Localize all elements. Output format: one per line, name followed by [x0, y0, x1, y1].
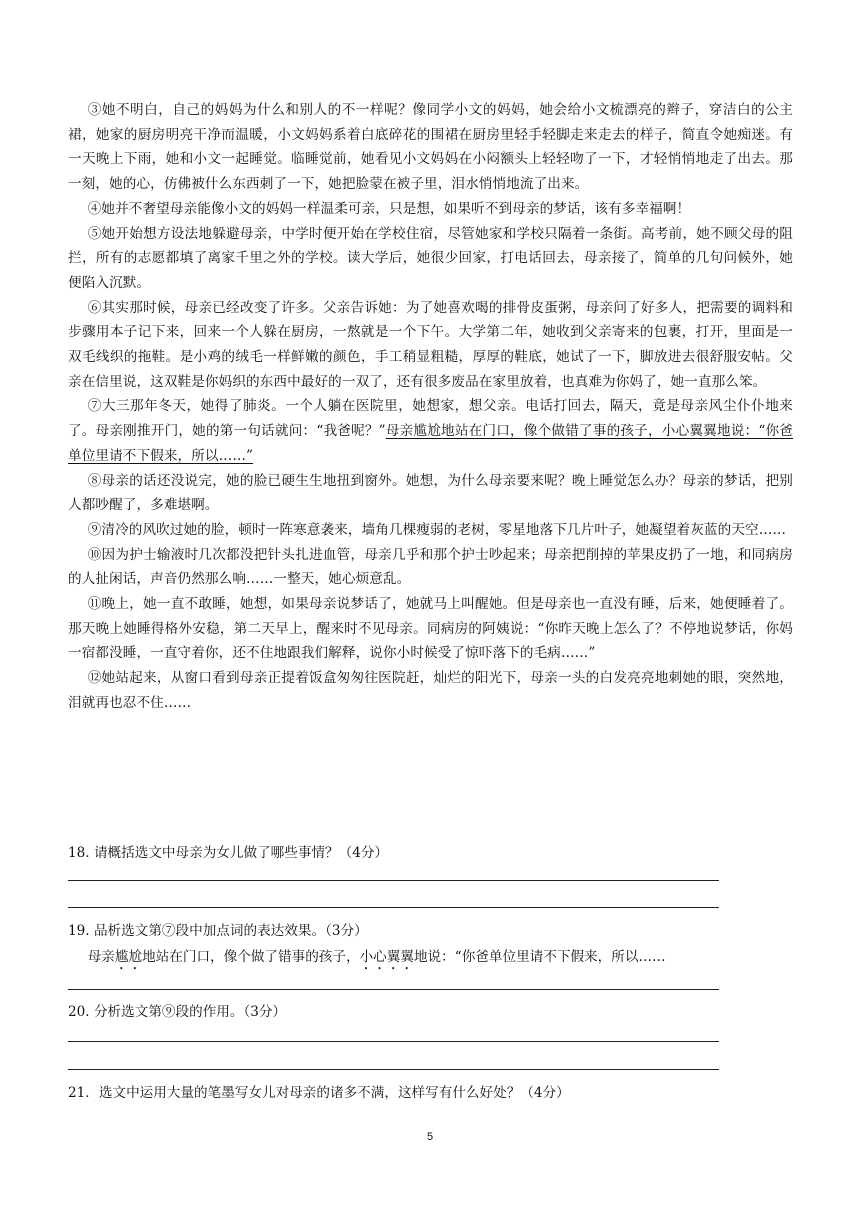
page-number: 5: [426, 1131, 434, 1143]
paragraph-7: [68, 394, 793, 468]
reading-passage: [68, 98, 793, 716]
paragraph-8: ⑧母亲的话还没说完，她的脸已硬生生地扭到窗外。她想，为什么母亲要来呢？晚上睡觉怎么办？母亲的梦话，把别人都吵醒了，多难堪啊。: [68, 472, 793, 514]
paragraph-11: ⑪晚上，她一直不敢睡，她想，如果母亲说梦话了，她就马上叫醒她。但是母亲也一直没有睡，后来，她便睡着了。那天晚上她睡得格外安稳，第二天早上，醒来时不见母亲。同病房的阿姨说：“你昨天晚上怎么了？不停地说梦话，你妈一宿都没睡，一直守着你，还不住地跟我们解释，说你小时候受了惊吓落下的毛病……”: [68, 596, 793, 662]
answer-line-19-1[interactable]: [68, 989, 719, 990]
question-19-text: 19. 品析选文第⑦段中加点词的表达效果。（3分）: [68, 923, 368, 939]
quote-part: 母亲: [87, 949, 115, 965]
quote-part: 地说：“你爸单位里请不下假来，所以……: [413, 949, 666, 965]
paragraph-4: ④她并不奢望母亲能像小文的妈妈一样温柔可亲，只是想，如果听不到母亲的梦话，该有多幸福啊！: [87, 200, 691, 217]
paragraph-10: ⑩因为护士输液时几次都没把针头扎进血管，母亲几乎和那个护士吵起来；母亲把削掉的苹果皮扔了一地，和同病房的人扯闲话，声音仍然那么响……一整天，她心烦意乱。: [68, 546, 793, 588]
paragraph-5: ⑤她开始想方设法地躲避母亲，中学时便开始在学校住宿，尽管她家和学校只隔着一条街。高考前，她不顾父母的阻拦，所有的志愿都填了离家千里之外的学校。读大学后，她很少回家，打电话回去，母亲接了，简单的几句问候外，她便陷入沉默。: [68, 225, 793, 291]
answer-line-18-2[interactable]: [68, 907, 719, 908]
paragraph-12: ⑫她站起来，从窗口看到母亲正提着饭盒匆匆往医院赶，灿烂的阳光下，母亲一头的白发亮亮地刺她的眼，突然地，泪就再也忍不住……: [68, 670, 793, 711]
question-19-quoted-sentence: [68, 946, 793, 973]
question-21-text: 21．选文中运用大量的笔墨写女儿对母亲的诸多不满，这样写有什么好处？（4分）: [68, 1085, 570, 1101]
answer-line-20-2[interactable]: [68, 1069, 719, 1070]
question-18: [68, 842, 793, 864]
dotted-word-awkward: 尴尬: [114, 949, 143, 965]
paragraph-7-text: ⑦大三那年冬天，她得了肺炎。一个人躺在医院里，她想家，想父亲。电话打回去，隔天，竟是母亲风尘仆仆地来了。母亲刚推开门，她的第一句话就问：“我爸呢？”: [68, 398, 793, 440]
answer-line-18-1[interactable]: [68, 880, 719, 881]
paragraph-3: ③她不明白，自己的妈妈为什么和别人的不一样呢？像同学小文的妈妈，她会给小文梳漂亮的辫子，穿洁白的公主裙，她家的厨房明亮干净而温暖，小文妈妈系着白底碎花的围裙在厨房里轻手轻脚走来走去的样子，简直令她痴迷。有一天晚上下雨，她和小文一起睡觉。临睡觉前，她看见小文妈妈在小闷额头上轻轻吻了一下，才轻悄悄地走了出去。那一刻，她的心，仿佛被什么东西刺了一下，她把脸蒙在被子里，泪水悄悄地流了出来。: [68, 102, 793, 193]
question-20: [68, 1001, 793, 1023]
question-18-text: 18. 请概括选文中母亲为女儿做了哪些事情？（4分）: [68, 845, 389, 861]
paragraph-9: ⑨清冷的风吹过她的脸，顿时一阵寒意袭来，墙角几棵瘦弱的老树，零星地落下几片叶子，她凝望着灰蓝的天空……: [87, 521, 787, 538]
paragraph-6: ⑥其实那时候，母亲已经改变了许多。父亲告诉她：为了她喜欢喝的排骨皮蛋粥，母亲问了好多人，把需要的调料和步骤用本子记下来，回来一个人躲在厨房，一熬就是一个下午。大学第二年，她收到父亲寄来的包裹，打开，里面是一双毛线织的拖鞋。是小鸡的绒毛一样鲜嫩的颜色，手工稍显粗糙，厚厚的鞋底，她试了一下，脚放进去很舒服安帖。父亲在信里说，这双鞋是你妈织的东西中最好的一双了，还有很多废品在家里放着，也真难为你妈了，她一直那么笨。: [68, 299, 793, 390]
question-21: [68, 1082, 793, 1104]
paragraph-7-underlined-sentence: 母亲尴尬地站在门口，像个做错了事的孩子，小心翼翼地说：“你爸单位里请不下假来，所以……”: [68, 423, 793, 464]
answer-line-20-1[interactable]: [68, 1041, 719, 1042]
question-19: [68, 920, 793, 973]
dotted-word-cautious: 小心翼翼: [359, 949, 414, 965]
quote-part: 地站在门口，像个做了错事的孩子，: [142, 949, 360, 965]
question-20-text: 20. 分析选文第⑨段的作用。（3分）: [68, 1004, 287, 1020]
